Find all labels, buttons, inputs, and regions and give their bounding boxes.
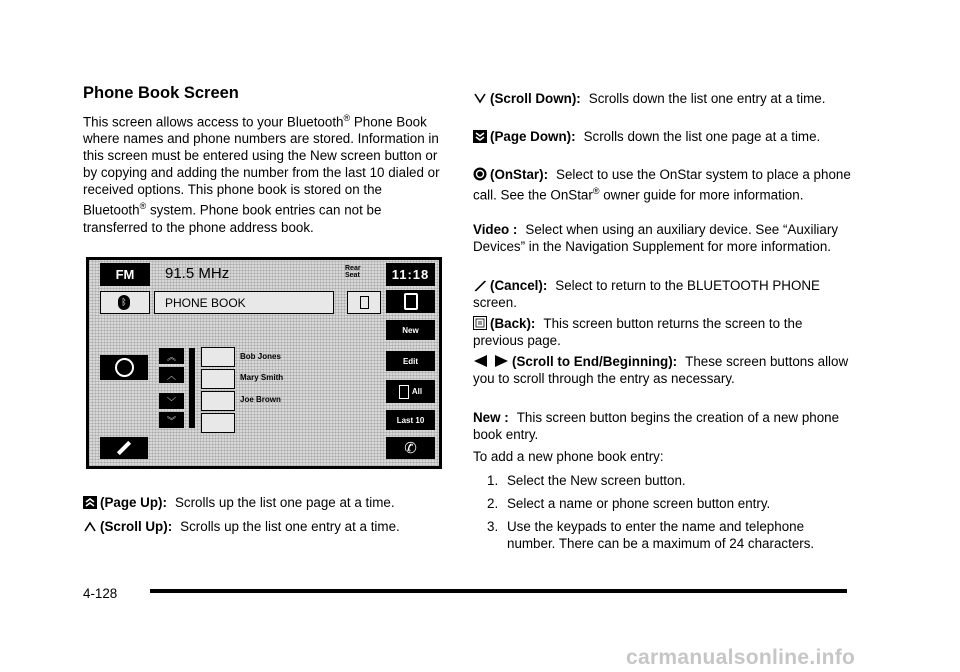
bluetooth-button — [100, 291, 150, 314]
entry-name-1: Bob Jones — [240, 352, 281, 361]
onstar-button — [100, 355, 148, 380]
edit-button: Edit — [386, 351, 435, 371]
step-1: 1. Select the New screen button. — [487, 473, 686, 488]
title-box — [154, 291, 334, 314]
intro-paragraph: This screen allows access to your Bluetooth® Phone Book where names and phone numbers are stored. Information in this screen must be entered using the New screen button or by copying and adding the number from the last 10 dialed or received options. This phone book is stored on the Bluetooth® system. Phone book entries can not be transferred to the phone address book. — [83, 113, 440, 235]
onstar-icon — [473, 167, 487, 181]
page-title: Phone Book Screen — [83, 84, 239, 102]
scroll-up-icon — [83, 520, 97, 533]
scroll-down-arrow: ﹀ — [159, 393, 184, 409]
add-entry-intro: To add a new phone book entry: — [473, 449, 664, 464]
page-up-arrows: ︽ — [159, 348, 184, 364]
step-3: 3. Use the keypads to enter the name and telephone number. There can be a maximum of 24 characters. — [487, 519, 815, 551]
entry-name-3: Joe Brown — [240, 395, 281, 404]
phone-icon: ✆ — [404, 440, 417, 457]
new-item: New : This screen button begins the creation of a new phone book entry. — [473, 410, 840, 442]
page-up-icon — [83, 496, 97, 509]
entry-box-2 — [201, 369, 235, 389]
page-down-icon — [473, 130, 487, 143]
step-2: 2. Select a name or phone screen button entry. — [487, 496, 771, 511]
back-icon — [473, 316, 487, 330]
frequency-readout: 91.5 MHz — [165, 265, 230, 282]
phonebook-icon-button — [386, 290, 435, 313]
phonebook-icon — [404, 293, 418, 310]
page-down-item: (Page Down): Scrolls down the list one page at a time. — [473, 128, 853, 145]
call-button — [386, 437, 435, 459]
onstar-icon — [115, 358, 134, 377]
bluetooth-icon: ᛒ — [118, 295, 130, 310]
phone-list-button — [347, 291, 381, 314]
entry-box-1 — [201, 347, 235, 367]
video-item: Video : Select when using an auxiliary device. See “Auxiliary Devices” in the Navigation Supplement for more information. — [473, 222, 839, 254]
entry-box-3 — [201, 391, 235, 411]
contacts-icon — [399, 385, 409, 399]
last-10-button: Last 10 — [386, 410, 435, 430]
page-number: 4-128 — [83, 586, 118, 601]
cancel-item: (Cancel): Select to return to the BLUETOOTH PHONE screen. — [473, 278, 820, 310]
page-down-arrows: ︾ — [159, 412, 184, 428]
cancel-icon — [473, 279, 487, 292]
scroll-left-right-icon — [473, 354, 509, 368]
watermark: carmanualsonline.info — [626, 646, 856, 669]
steps-list — [473, 472, 843, 558]
back-item: (Back): This screen button returns the screen to the previous page. — [473, 316, 803, 348]
scroll-end-item: (Scroll to End/Beginning): These screen buttons allow you to scroll through the entry as necessary. — [473, 354, 849, 386]
list-icon — [360, 296, 369, 309]
phone-book-screen-image — [86, 257, 442, 469]
scroll-up-item: (Scroll Up): Scrolls up the list one entry at a time. — [83, 518, 463, 535]
entry-box-4 — [201, 413, 235, 433]
scroll-down-icon — [473, 92, 487, 105]
scroll-down-item: (Scroll Down): Scrolls down the list one entry at a time. — [473, 90, 853, 107]
cancel-button — [100, 437, 148, 459]
screen-title: PHONE BOOK — [165, 296, 246, 310]
fm-band-button: FM — [100, 263, 150, 286]
all-button: All — [386, 380, 435, 403]
new-button: New — [386, 320, 435, 340]
rear-seat-label: Rear Seat — [345, 265, 361, 279]
scrollbar — [189, 348, 195, 428]
cancel-icon — [117, 441, 131, 455]
entry-name-2: Mary Smith — [240, 373, 284, 382]
onstar-item: (OnStar): Select to use the OnStar system to place a phone call. See the OnStar® owner guide for more information. — [473, 167, 851, 203]
clock-display: 11:18 — [386, 263, 435, 286]
footer-rule — [150, 589, 847, 593]
scroll-up-arrow: ︿ — [159, 367, 184, 383]
page-up-item: (Page Up): Scrolls up the list one page at a time. — [83, 494, 463, 511]
